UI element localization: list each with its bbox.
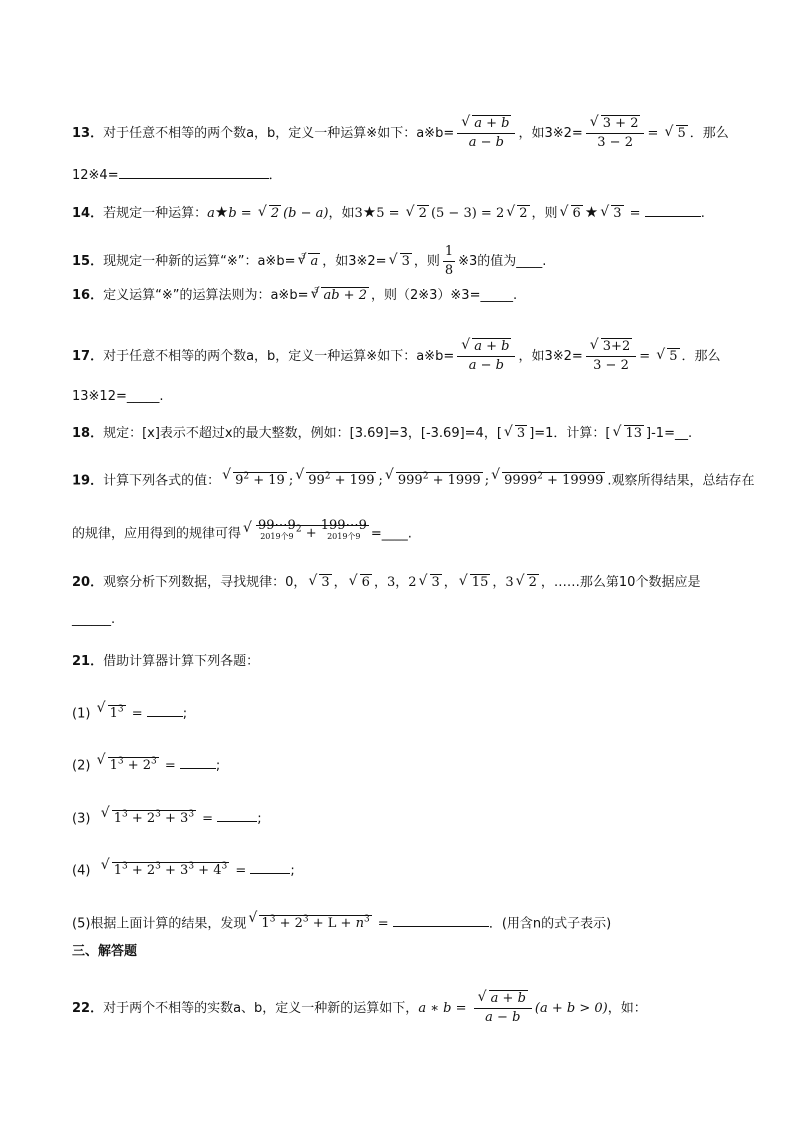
question-15: 15．现规定一种新的运算“※”：a※b= √ 3 a ，如3※2=√ 3 ，则 $\frac{1}{8}$ ※3的值为____. [72,243,734,280]
q21-p2-blank[interactable] [180,756,216,769]
question-20: 20．观察分析下列数据，寻找规律：0，√ 3 ，√ 6 ，3，2√ 3 ，√ 15 ，3√ 2 ，……那么第10个数据应是 [72,573,734,593]
question-18: 18．规定：[x]表示不超过x的最大整数，例如：[3.69]=3，[-3.69]=4，[√ 3 ]=1．计算：[√ 13 ]-1=__. [72,424,734,444]
q21-part5: (5)根据上面计算的结果，发现√ $1^3 + 2^3 + L + n^3$ = ．(用含n的式子表示) [72,910,734,934]
q13-text: 对于任意不相等的两个数a，b，定义一种运算※如下：a※b= [103,126,455,141]
question-19: 19．计算下列各式的值：√ $9^2 + 19$ ;√ $99^2 + 199$ ;√ $999^2 + 1999$ ;√ $9999^2 + 19999$ .观察所得结果，总结存在 [72,467,734,491]
question-19-line2: 的规律，应用得到的规律可得√ 99⋯9 2019个9 $^2$ + 199⋯9 2019个9 =____. [72,520,734,544]
question-22: 22．对于两个不相等的实数a、b，定义一种新的运算如下，a ∗ b = √ $\frac{a + b}{a - b}$ (a + b > 0)，如： [72,990,734,1027]
question-17-line2: 13※12=_____. [72,389,164,404]
question-20-line2: ______. [72,612,116,627]
question-13-line2: 12※4= ． [72,168,282,183]
question-14: 14．若规定一种运算：a★b = √ 2 (b − a)，如3★5 = √ 2 (5 − 3) = 2√ 2 ，则√ 6 ★√ 3 = . [72,202,734,224]
q14-answer-blank[interactable] [645,204,701,217]
question-21: 21．借助计算器计算下列各题： [72,654,260,669]
q13-answer-blank[interactable] [119,166,269,179]
q15-cube-root: √ 3 a [297,252,320,272]
section-heading: 三、解答题 [72,944,138,959]
q21-part1: (1) √ $1^3$ = ; [72,700,734,724]
q21-p3-blank[interactable] [217,809,257,822]
question-13: 13．对于任意不相等的两个数a，b，定义一种运算※如下：a※b= √ $\frac{a + b}{a - b}$ ，如3※2= √ $\frac{3 + 2}{3 - 2}$ = √ 5 ．那么 [72,115,734,152]
q16-cube-root: √ 3 ab + 2 [310,286,369,306]
q21-part3: (3) √ $1^3 + 2^3 + 3^3$ = ; [72,805,734,829]
q13-definition-fraction: √ $\frac{a + b}{a - b}$ [457,115,515,152]
q21-p4-blank[interactable] [250,861,290,874]
q21-p1-blank[interactable] [147,704,183,717]
q21-part4: (4) √ $1^3 + 2^3 + 3^3 + 4^3$ = ; [72,857,734,881]
question-16: 16．定义运算“※”的运算法则为：a※b= √ 3 ab + 2 ，则（2※3）※3=_____. [72,286,734,306]
q21-p5-blank[interactable] [393,914,489,927]
q13-number: 13． [72,126,104,141]
q21-part2: (2) √ $1^3 + 2^3$ = ; [72,752,734,776]
q13-example-fraction: √ $\frac{3 + 2}{3 - 2}$ [586,115,645,152]
question-17: 17．对于任意不相等的两个数a，b，定义一种运算※如下：a※b= √ $\frac{a + b}{a - b}$ ，如3※2= √ $\frac{3+2}{3 - 2}$ = √ 5 ．那么 [72,338,734,375]
